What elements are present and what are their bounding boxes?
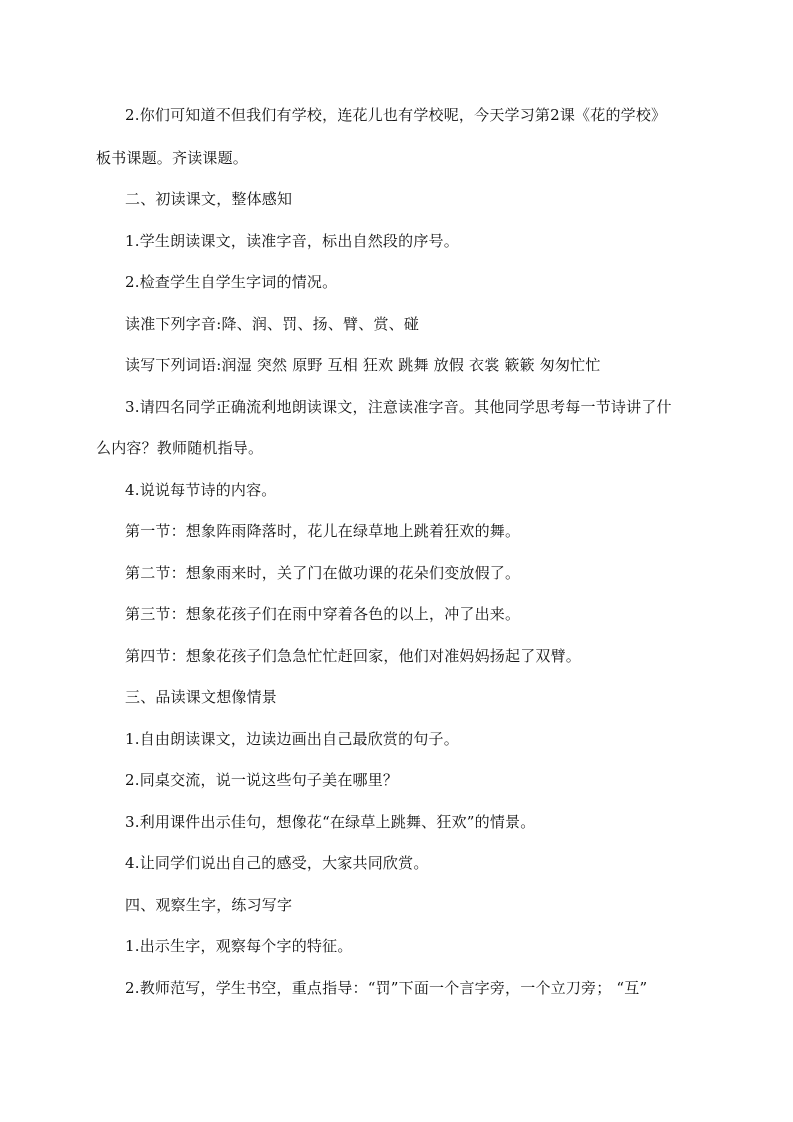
section-heading: 二、初读课文，整体感知 — [125, 190, 293, 208]
paragraph-line: 么内容？教师随机指导。 — [96, 439, 264, 457]
paragraph-line: 4.让同学们说出自己的感受，大家共同欣赏。 — [125, 854, 429, 872]
paragraph-line: 第四节：想象花孩子们急急忙忙赶回家，他们对准妈妈扬起了双臂。 — [125, 647, 582, 665]
paragraph-line: 2.教师范写，学生书空，重点指导：“罚”下面一个言字旁，一个立刀旁； “互” — [125, 979, 648, 997]
paragraph-line: 读准下列字音:降、润、罚、扬、臂、赏、碰 — [125, 315, 420, 333]
paragraph-line: 第三节：想象花孩子们在雨中穿着各色的以上，冲了出来。 — [125, 605, 521, 623]
paragraph-line: 第一节：想象阵雨降落时，花儿在绿草地上跳着狂欢的舞。 — [125, 522, 521, 540]
paragraph-line: 1.自由朗读课文，边读边画出自己最欣赏的句子。 — [125, 730, 459, 748]
paragraph-line: 1.学生朗读课文，读准字音，标出自然段的序号。 — [125, 232, 459, 250]
paragraph-line: 4.说说每节诗的内容。 — [125, 481, 277, 499]
paragraph-line: 板书课题。齐读课题。 — [96, 149, 249, 167]
paragraph-line: 3.请四名同学正确流利地朗读课文，注意读准字音。其他同学思考每一节诗讲了什 — [125, 398, 672, 416]
section-heading: 四、观察生字，练习写字 — [125, 896, 293, 914]
paragraph-line: 2.同桌交流，说一说这些句子美在哪里？ — [125, 771, 399, 789]
paragraph-line: 第二节：想象雨来时，关了门在做功课的花朵们变放假了。 — [125, 564, 521, 582]
paragraph-line: 2.你们可知道不但我们有学校，连花儿也有学校呢，今天学习第2课《花的学校》 — [125, 106, 667, 124]
paragraph-line: 1.出示生字，观察每个字的特征。 — [125, 937, 353, 955]
paragraph-line: 3.利用课件出示佳句，想像花“在绿草上跳舞、狂欢”的情景。 — [125, 813, 536, 831]
paragraph-line: 2.检查学生自学生字词的情况。 — [125, 273, 338, 291]
section-heading: 三、品读课文想像情景 — [125, 688, 278, 706]
paragraph-line: 读写下列词语:润湿 突然 原野 互相 狂欢 跳舞 放假 衣裳 簌簌 匆匆忙忙 — [125, 356, 601, 374]
